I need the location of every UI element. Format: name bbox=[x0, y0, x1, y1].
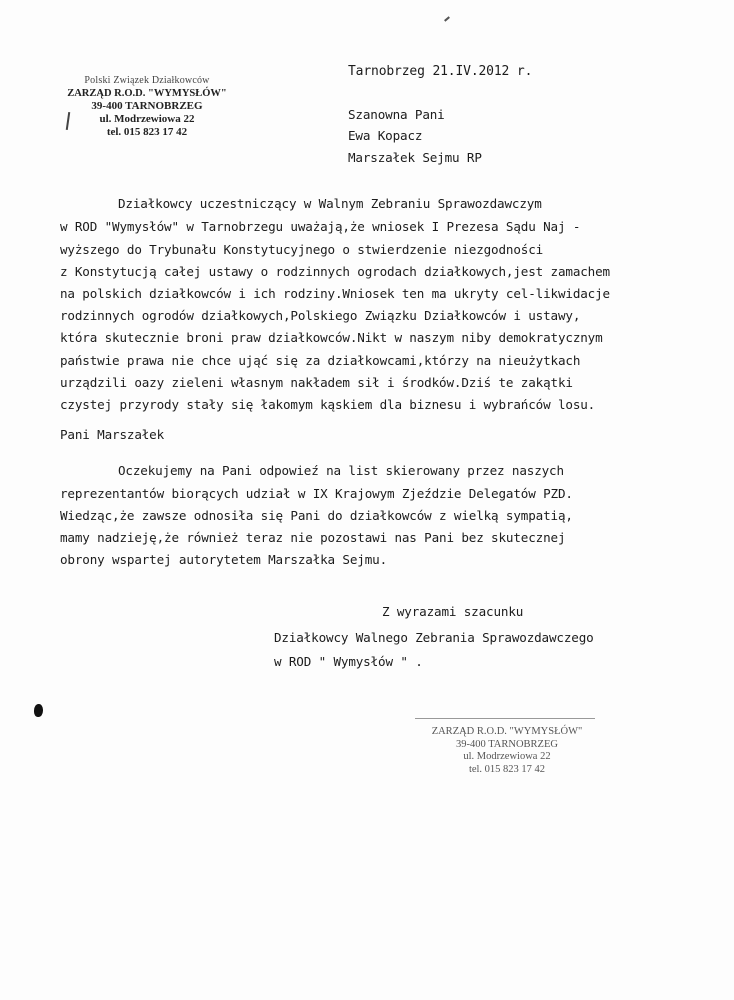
organization-stamp bbox=[52, 74, 242, 139]
stamp-board-name: ZARZĄD R.O.D. "WYMYSŁÓW" bbox=[431, 726, 583, 737]
paragraph-1-line: państwie prawa nie chce ująć się za działkowcami,którzy na nieużytkach bbox=[60, 353, 581, 368]
paragraph-2-line: reprezentantów biorących udział w IX Krajowym Zjeździe Delegatów PZD. bbox=[60, 486, 573, 501]
stamp-phone: tel. 015 823 17 42 bbox=[468, 763, 546, 775]
paragraph-1-line: z Konstytucją całej ustawy o rodzinnych ogrodach działkowych,jest zamachem bbox=[60, 264, 610, 279]
paragraph-1-line: na polskich działkowców i ich rodziny.Wniosek ten ma ukryty cel-likwidacje bbox=[60, 286, 610, 301]
salutation: Pani Marszałek bbox=[60, 427, 165, 442]
stamp-divider bbox=[415, 718, 595, 719]
ink-blot bbox=[34, 704, 43, 717]
paragraph-1-line: w ROD "Wymysłów" w Tarnobrzegu uważają,że wniosek I Prezesa Sądu Naj - bbox=[60, 219, 581, 234]
stamp-phone: tel. 015 823 17 42 bbox=[106, 126, 188, 138]
addressee-name: Ewa Kopacz bbox=[348, 128, 423, 143]
paragraph-2-line: Wiedząc,że zawsze odnosiła się Pani do działkowców z wielką sympatią, bbox=[60, 508, 573, 523]
place-date: Tarnobrzeg 21.IV.2012 r. bbox=[348, 64, 533, 79]
addressee-greeting: Szanowna Pani bbox=[348, 107, 445, 122]
paragraph-1-line: czystej przyrody stały się łakomym kąskiem dla biznesu i wybrańców losu. bbox=[60, 397, 596, 412]
stamp-org-name: Polski Związek Działkowców bbox=[84, 75, 210, 86]
closing-regards: Z wyrazami szacunku bbox=[382, 604, 524, 619]
addressee-title: Marszałek Sejmu RP bbox=[348, 150, 482, 165]
paragraph-1-line: wyższego do Trybunału Konstytucyjnego o stwierdzenie niezgodności bbox=[60, 242, 544, 257]
pen-mark bbox=[444, 16, 450, 21]
stamp-street: ul. Modrzewiowa 22 bbox=[463, 751, 551, 762]
organization-stamp-bottom bbox=[412, 726, 602, 776]
paragraph-1-line: rodzinnych ogrodów działkowych,Polskiego Związku Działkowców i ustawy, bbox=[60, 308, 581, 323]
paragraph-2-line: mamy nadzieję,że również teraz nie pozostawi nas Pani bez skutecznej bbox=[60, 530, 566, 545]
stamp-city: 39-400 TARNOBRZEG bbox=[456, 738, 558, 750]
signature-line-2: w ROD " Wymysłów " . bbox=[274, 654, 423, 669]
paragraph-1-line: urządzili oazy zieleni własnym nakładem sił i środków.Dziś te zakątki bbox=[60, 375, 573, 390]
signature-line-1: Działkowcy Walnego Zebrania Sprawozdawczego bbox=[274, 630, 594, 645]
stamp-street: ul. Modrzewiowa 22 bbox=[99, 113, 195, 125]
paragraph-1-line: Działkowcy uczestniczący w Walnym Zebraniu Sprawozdawczym bbox=[118, 196, 542, 211]
paragraph-1-line: która skutecznie broni praw działkowców.Nikt w naszym niby demokratycznym bbox=[60, 330, 603, 345]
paragraph-2-line: Oczekujemy na Pani odpowieź na list skierowany przez naszych bbox=[118, 463, 564, 478]
stamp-city: 39-400 TARNOBRZEG bbox=[91, 100, 203, 112]
paragraph-2-line: obrony wspartej autorytetem Marszałka Sejmu. bbox=[60, 552, 388, 567]
stamp-board-name: ZARZĄD R.O.D. "WYMYSŁÓW" bbox=[67, 88, 227, 99]
